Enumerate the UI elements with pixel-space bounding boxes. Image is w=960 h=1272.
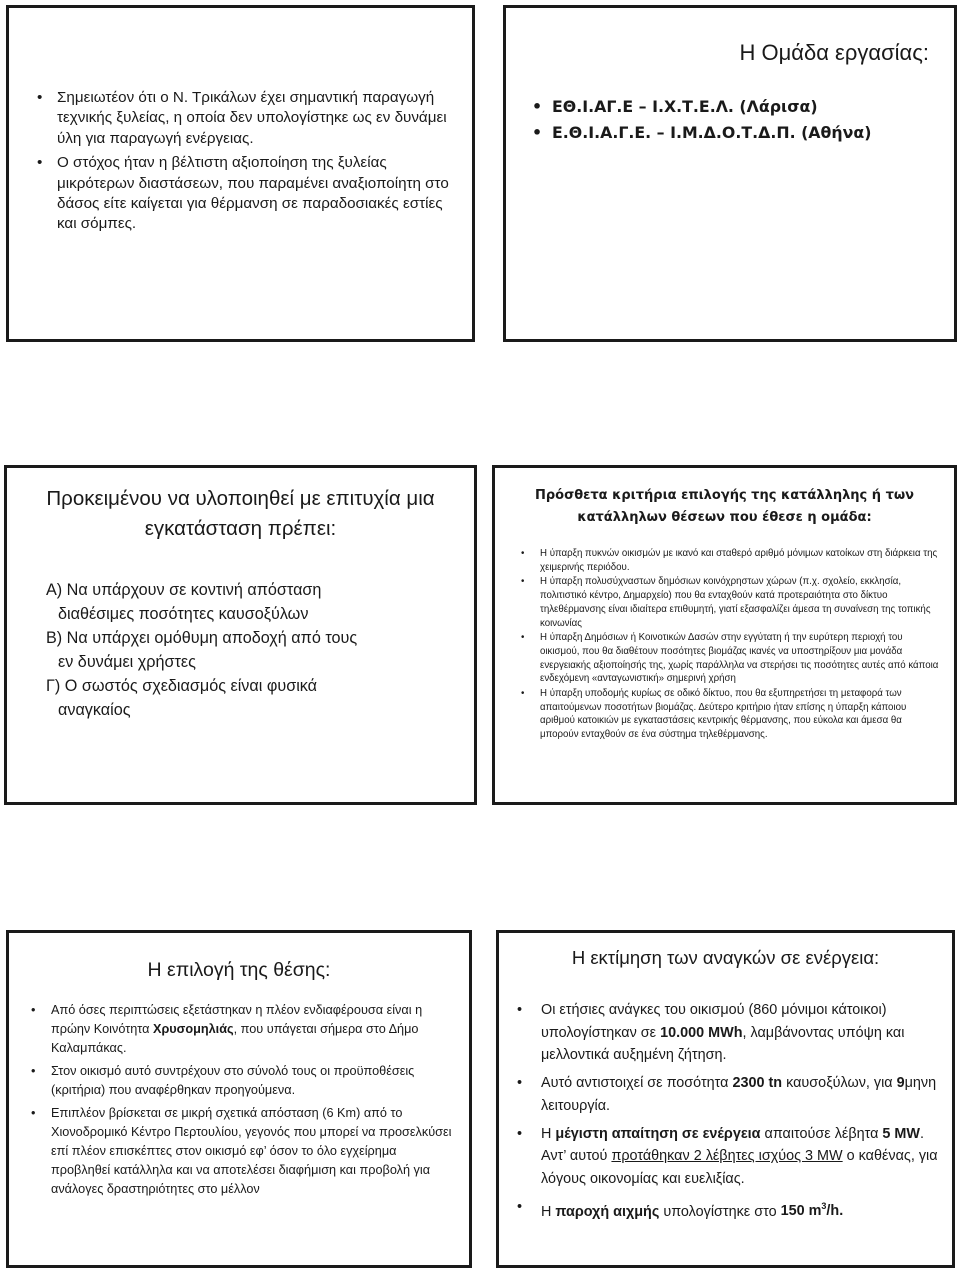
bullet-item: • Στον οικισμό αυτό συντρέχουν στο σύνολό τους οι προϋποθέσεις (κριτήρια) που αναφέρθηκαν προηγούμενα. <box>31 1062 456 1100</box>
text: ο καθένας, για λόγους οικονομίας και ευελιξίας. <box>541 1148 938 1187</box>
requirement-b: Β) Να υπάρχει ομόθυμη αποδοχή από τους <box>46 629 358 647</box>
slide-title: Η εκτίμηση των αναγκών σε ενέργεια: <box>571 947 880 968</box>
requirement-a: Α) Να υπάρχουν σε κοντινή απόσταση <box>46 581 322 599</box>
slide-installation-requirements <box>4 465 477 805</box>
slide-title: Η επιλογή της θέσης: <box>147 959 331 981</box>
value <box>781 1203 844 1219</box>
slide-technical-timber <box>6 5 475 342</box>
bullet-item: • Επιπλέον βρίσκεται σε μικρή σχετικά απόσταση (6 Km) από το Χιονοδρομικό Κέντρο Περτουλίου, γεγονός που μπορεί να προσελκύσει επί πλέον επισκέπτες στον οικισμό εφ’ όσον το όλο εγχείρημα προβληθεί κατάλληλα και να αποτελέσει διαφήμιση και προβολή για ανάλογες δραστηριότητες στο μέλλον <box>31 1104 456 1199</box>
bullet-item <box>517 1072 947 1117</box>
bullet-list <box>31 1001 456 1203</box>
value: 10.000 MWh <box>660 1024 743 1041</box>
value: μέγιστη απαίτηση σε ενέργεια <box>555 1125 761 1142</box>
text: καυσοξύλων, για <box>786 1075 893 1092</box>
bullet-item: • ΕΘ.Ι.ΑΓ.Ε – Ι.Χ.Τ.Ε.Λ. (Λάρισα) <box>532 94 871 120</box>
requirement-b-cont: εν δυνάμει χρήστες <box>58 653 196 671</box>
requirement-c: Γ) Ο σωστός σχεδιασμός είναι φυσικά <box>46 677 318 695</box>
slide-title: Η Ομάδα εργασίας: <box>739 40 929 65</box>
bullet-item: • Ε.Θ.Ι.Α.Γ.Ε. – Ι.Μ.Δ.Ο.Τ.Δ.Π. (Αθήνα) <box>532 120 871 146</box>
text: Αυτό αντιστοιχεί σε ποσότητα <box>541 1075 729 1092</box>
requirement-c-cont: αναγκαίος <box>58 701 131 719</box>
value: παροχή αιχμής <box>555 1203 660 1220</box>
underlined-text: προτάθηκαν 2 λέβητες ισχύος 3 MW <box>611 1148 843 1165</box>
bullet-item: • Σημειωτέον ότι ο Ν. Τρικάλων έχει σημαντική παραγωγή τεχνικής ξυλείας, η οποία δεν υπολογίστηκε ως εν δυνάμει ύλη για παραγωγή ενέργειας. <box>37 88 457 149</box>
superscript: 3 <box>821 1201 827 1212</box>
slide-title: Προκειμένου να υλοποιηθεί με επιτυχία μια εγκατάσταση πρέπει: <box>46 487 435 540</box>
village-name: Χρυσομηλιάς <box>152 1022 234 1036</box>
value: 9 <box>896 1075 905 1092</box>
text: Από όσες περιπτώσεις εξετάστηκαν η πλέον ενδιαφέρουσα είναι η πρώην Κοινότητα <box>51 1003 423 1036</box>
value-text: 150 m <box>780 1203 822 1220</box>
slide-working-group <box>503 5 957 342</box>
bullet-item: • Η ύπαρξη πυκνών οικισμών με ικανό και σταθερό αριθμό μόνιμων κατοίκων στη διάρκεια της χειμερινής περιόδου. <box>521 547 941 574</box>
bullet-list <box>517 999 947 1228</box>
text: , λαμβάνοντας υπόψη και μελλοντικά αυξημένη ζήτηση. <box>541 1024 905 1064</box>
requirement-a-cont: διαθέσιμες ποσότητες καυσοξύλων <box>58 605 309 623</box>
value-text: /h. <box>826 1203 844 1220</box>
text: Η <box>541 1125 552 1142</box>
bullet-item <box>517 1123 947 1191</box>
bullet-item <box>517 1196 947 1224</box>
text: Οι ετήσιες ανάγκες του οικισμού (860 μόνιμοι κάτοικοι) υπολογίστηκαν σε <box>541 1002 887 1041</box>
bullet-item: • Η ύπαρξη πολυσύχναστων δημόσιων κοινόχρηστων χώρων (π.χ. σχολείο, εκκλησία, πολιτιστικό κέντρο, Δημαρχείο) που θα ενταχθούν κατά προτεραιότητα στο δίκτυο τηλεθέρμανσης είναι ιδιαίτερα επιθυμητή, γιατί εξασφαλίζει άμεσα τη συναίνεση της τοπικής κοινωνίας <box>521 575 941 630</box>
requirements-list <box>46 578 466 722</box>
bullet-list <box>37 88 457 239</box>
text: απαιτούσε λέβητα <box>764 1125 879 1142</box>
bullet-item: • Η ύπαρξη υποδομής κυρίως σε οδικό δίκτυο, που θα εξυπηρετήσει τη μεταφορά των απαιτούμενων ποσοτήτων βιομάζας. Δεύτερο κριτήριο ήταν επίσης η ύπαρξη κάποιου αριθμού κατοικιών με εγκαταστάσεις κεντρικής θέρμανσης, που εύκολα και άμεσα θα μπορούν ενταχθούν σε ένα σύστημα τηλεθέρμανσης. <box>521 687 941 742</box>
value: 5 MW <box>882 1125 920 1142</box>
text: Η <box>541 1203 552 1220</box>
bullet-item: • Η ύπαρξη Δημόσιων ή Κοινοτικών Δασών στην εγγύτατη ή την ευρύτερη περιοχή του οικισμού, που θα διαθέτουν ποσότητες βιομάζας ικανές να υποστηρίξουν μια μονάδα ενεργειακής αξιοποίησής της, χωρίς παράλληλα να στερήσει τις ποσότητες αυτές από κάποια ενδεχόμενη «ανταγωνιστική» σημερινή χρήση <box>521 631 941 686</box>
text: , που υπάγεται σήμερα στο Δήμο Καλαμπάκας. <box>51 1022 419 1055</box>
text: μηνη λειτουργία. <box>541 1075 937 1114</box>
value: 2300 tn <box>732 1075 783 1092</box>
slide-selection-criteria <box>492 465 957 805</box>
text: υπολογίστηκε στο <box>663 1203 777 1220</box>
text: . Αντ’ αυτού <box>541 1125 924 1165</box>
slide-title: Πρόσθετα κριτήρια επιλογής της κατάλληλης ή των κατάλληλων θέσεων που έθεσε η ομάδα: <box>534 488 915 525</box>
bullet-item: • Ο στόχος ήταν η βέλτιστη αξιοποίηση της ξυλείας μικρότερων διαστάσεων, που παραμένει αναξιοποίητη στο δάσος είτε καίγεται για θέρμανση σε παραδοσιακές εστίες και σόμπες. <box>37 153 457 235</box>
slide-energy-needs <box>496 930 955 1268</box>
bullet-item <box>31 1001 456 1058</box>
bullet-item <box>517 999 947 1067</box>
slide-site-selection <box>6 930 472 1268</box>
bullet-list <box>532 94 871 146</box>
bullet-list <box>521 547 941 743</box>
